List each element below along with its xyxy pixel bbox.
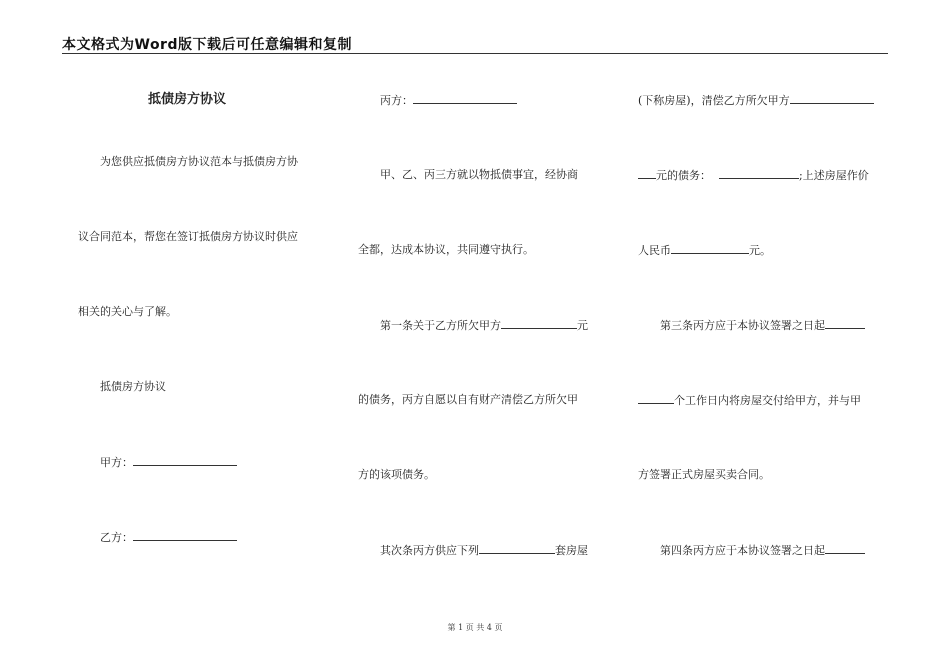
article-3-line-3: 方签署正式房屋买卖合同。 [638, 468, 770, 481]
preamble-line-1: 甲、乙、丙三方就以物抵债事宜，经协商 [380, 168, 578, 181]
party-a-label: 甲方： [100, 456, 133, 469]
article-2-line-1 [380, 543, 588, 558]
article-1-text: 第一条关于乙方所欠甲方 [380, 319, 501, 332]
agreement-subtitle: 抵债房方协议 [100, 380, 166, 393]
article-1-line-2: 的债务，丙方自愿以自有财产清偿乙方所欠甲 [358, 393, 578, 406]
party-a-blank [133, 455, 237, 466]
rmb-amount-blank [671, 243, 749, 254]
article-2-text: 其次条丙方供应下列 [380, 544, 479, 557]
party-b-blank [133, 530, 237, 541]
debt-prefix-blank [638, 168, 656, 179]
party-c-label: 丙方： [380, 94, 413, 107]
article-3-line-2 [638, 393, 861, 408]
debt-label: 元的债务： [656, 169, 711, 182]
preamble-line-2: 全都，达成本协议，共同遵守执行。 [358, 243, 534, 256]
rmb-label: 人民币 [638, 244, 671, 257]
rmb-unit: 元。 [749, 244, 771, 257]
article-1-unit: 元 [577, 319, 588, 332]
document-title: 抵债房方协议 [148, 92, 227, 107]
party-b-line [100, 530, 237, 545]
party-c-blank [413, 93, 517, 104]
intro-line-1: 为您供应抵债房方协议范本与抵债房方协 [100, 155, 298, 168]
property-note: (下称房屋)，清偿乙方所欠甲方 [638, 94, 790, 107]
article-1-line-3: 方的该项债务。 [358, 468, 435, 481]
article-2-unit: 套房屋 [555, 544, 588, 557]
article-2-line-3 [638, 168, 869, 183]
article-3-line-1 [660, 318, 865, 333]
article-1-line-1 [380, 318, 588, 333]
party-c-line [380, 93, 517, 108]
intro-line-2: 议合同范本，帮您在签订抵债房方协议时供应 [78, 230, 298, 243]
article-2-count-blank [479, 543, 555, 554]
header-divider [62, 53, 888, 54]
document-header-title: 本文格式为Word版下载后可任意编辑和复制 [62, 37, 352, 53]
article-4-text: 第四条丙方应于本协议签署之日起 [660, 544, 825, 557]
article-4-line-1 [660, 543, 865, 558]
article-4-days-blank [825, 543, 865, 554]
article-3-days-blank-2 [638, 393, 674, 404]
debt-amount-blank [790, 93, 874, 104]
article-3-text: 第三条丙方应于本协议签署之日起 [660, 319, 825, 332]
article-2-line-2 [638, 93, 874, 108]
article-3-text-2: 个工作日内将房屋交付给甲方，并与甲 [674, 394, 861, 407]
party-b-label: 乙方： [100, 531, 133, 544]
debt-detail-blank [719, 168, 799, 179]
article-3-days-blank [825, 318, 865, 329]
page-number: 第 1 页 共 4 页 [447, 623, 503, 632]
article-2-line-4 [638, 243, 771, 258]
article-1-amount-blank [501, 318, 577, 329]
valuation-text: ;上述房屋作价 [799, 169, 869, 182]
party-a-line [100, 455, 237, 470]
intro-line-3: 相关的关心与了解。 [78, 305, 177, 318]
